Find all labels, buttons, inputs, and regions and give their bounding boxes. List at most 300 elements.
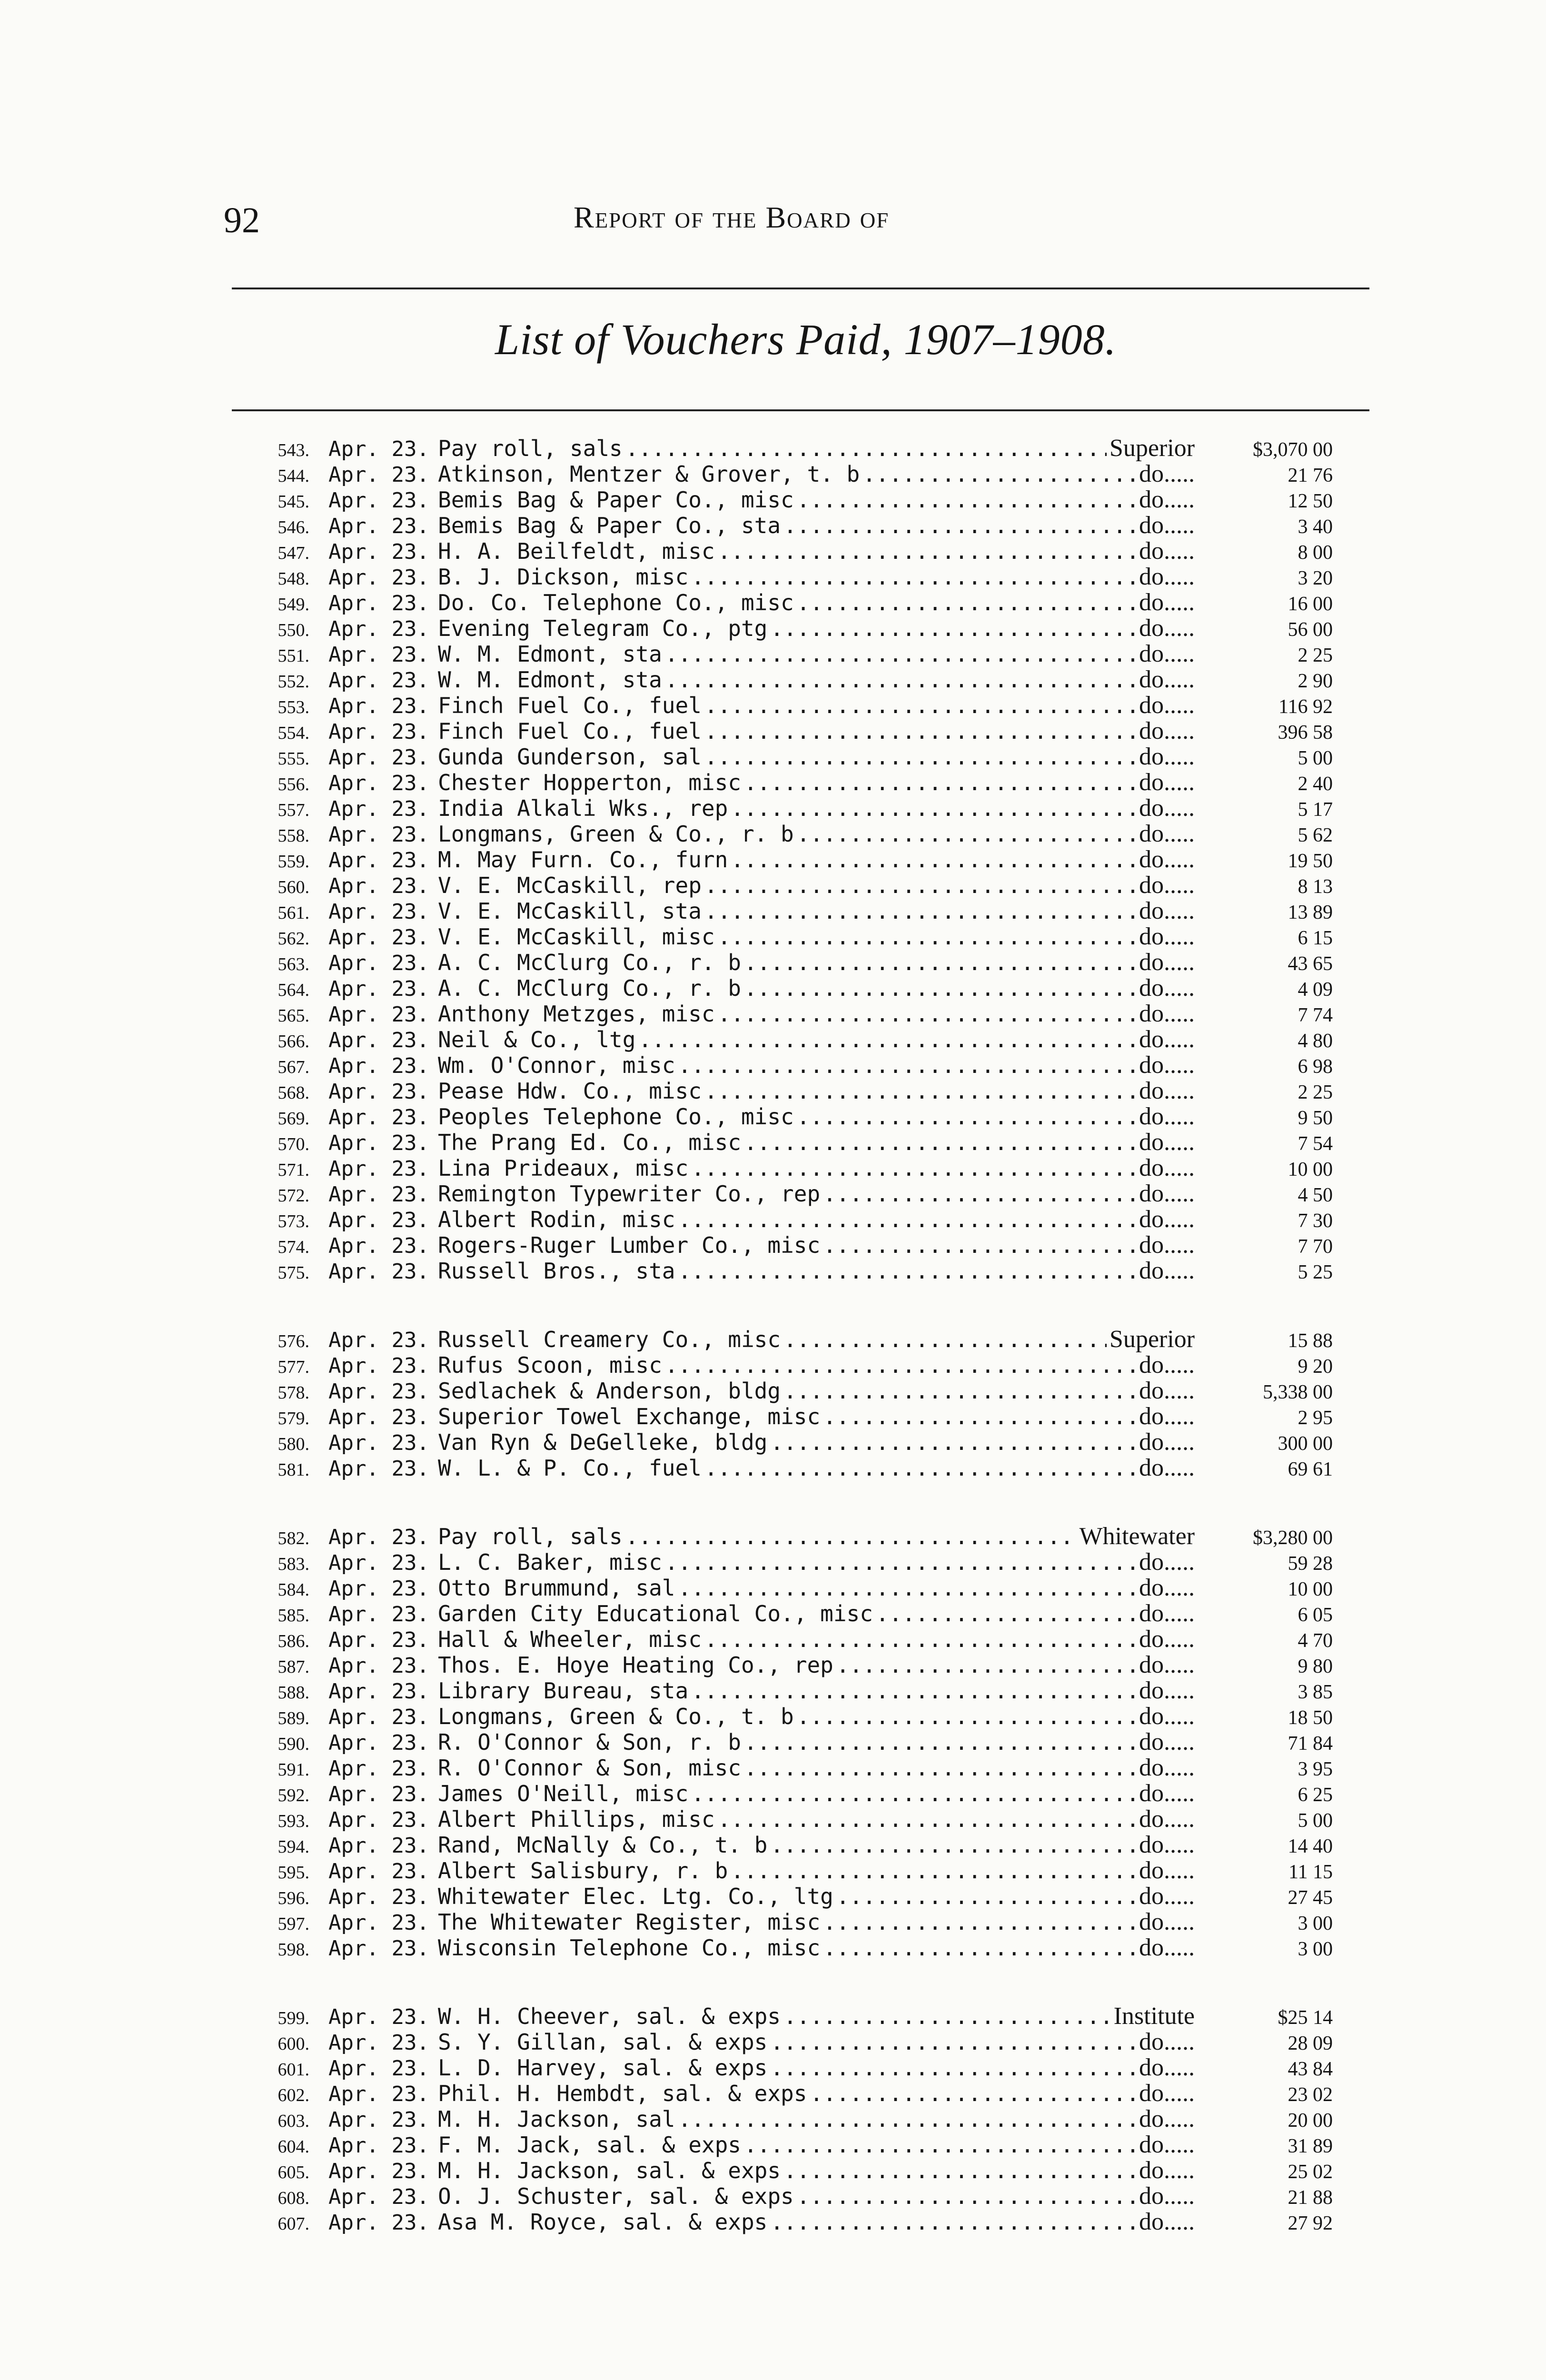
voucher-fund: do..... <box>1139 1052 1195 1078</box>
voucher-payee: Russell Creamery Co., misc <box>438 1327 781 1352</box>
voucher-payee: W. H. Cheever, sal. & exps <box>438 2003 781 2029</box>
leader-dots <box>744 1130 1136 1155</box>
voucher-date: Apr. 23. <box>328 1525 429 1549</box>
voucher-row <box>238 693 1404 718</box>
voucher-row <box>238 1909 1404 1935</box>
voucher-amount: 59 28 <box>1288 1553 1333 1575</box>
voucher-payee: W. M. Edmont, sta <box>438 667 662 693</box>
voucher-payee-cell <box>438 513 1195 538</box>
voucher-fund: do..... <box>1139 487 1195 513</box>
leader-dots <box>744 975 1136 1001</box>
list-title: List of Vouchers Paid, 1907–1908. <box>495 315 1117 364</box>
voucher-amount: 5 00 <box>1298 1810 1333 1832</box>
voucher-fund: Superior <box>1109 1327 1195 1352</box>
leader-dots <box>823 1232 1136 1258</box>
voucher-row <box>238 950 1404 975</box>
voucher-payee: Wm. O'Connor, misc <box>438 1052 675 1078</box>
voucher-date: Apr. 23. <box>328 1182 429 1207</box>
voucher-payee-cell <box>438 1327 1195 1352</box>
voucher-number: 555. <box>277 749 309 769</box>
voucher-row <box>238 821 1404 847</box>
voucher-payee-cell <box>438 1704 1195 1729</box>
voucher-payee-cell <box>438 615 1195 641</box>
voucher-number: 566. <box>277 1031 309 1051</box>
voucher-row <box>238 847 1404 873</box>
voucher-amount: 7 54 <box>1298 1133 1333 1155</box>
voucher-fund: do..... <box>1139 2081 1195 2106</box>
voucher-number: 575. <box>277 1263 309 1283</box>
voucher-payee-cell <box>438 718 1195 744</box>
voucher-number: 602. <box>277 2085 309 2105</box>
voucher-payee: V. E. McCaskill, misc <box>438 924 715 950</box>
voucher-row <box>238 487 1404 513</box>
voucher-payee-cell <box>438 1130 1195 1155</box>
leader-dots <box>770 1429 1136 1455</box>
voucher-row <box>238 2003 1404 2029</box>
voucher-row <box>238 2081 1404 2106</box>
voucher-fund: do..... <box>1139 1404 1195 1429</box>
voucher-payee: Longmans, Green & Co., t. b <box>438 1704 794 1729</box>
voucher-row <box>238 1575 1404 1601</box>
leader-dots <box>678 1258 1137 1284</box>
leader-dots <box>638 1027 1136 1052</box>
voucher-payee-cell <box>438 1524 1195 1549</box>
voucher-amount: 300 00 <box>1278 1433 1333 1455</box>
voucher-number: 563. <box>277 954 309 974</box>
voucher-row <box>238 1155 1404 1181</box>
voucher-date: Apr. 23. <box>328 1354 429 1378</box>
voucher-amount: 56 00 <box>1288 619 1333 641</box>
voucher-row <box>238 2106 1404 2132</box>
voucher-date: Apr. 23. <box>328 1885 429 1909</box>
voucher-payee-cell <box>438 487 1195 513</box>
voucher-section <box>238 2003 1404 2235</box>
leader-dots <box>797 487 1136 513</box>
voucher-fund: do..... <box>1139 2209 1195 2235</box>
voucher-row <box>238 2209 1404 2235</box>
voucher-fund: do..... <box>1139 1781 1195 1806</box>
voucher-amount: 4 80 <box>1298 1030 1333 1052</box>
voucher-date: Apr. 23. <box>328 1080 429 1104</box>
leader-dots <box>665 667 1136 693</box>
voucher-number: 599. <box>277 2008 309 2028</box>
voucher-date: Apr. 23. <box>328 514 429 538</box>
voucher-fund: do..... <box>1139 564 1195 590</box>
voucher-payee: Anthony Metzges, misc <box>438 1001 715 1027</box>
voucher-date: Apr. 23. <box>328 900 429 924</box>
leader-dots <box>665 641 1136 667</box>
voucher-payee: Superior Towel Exchange, misc <box>438 1404 821 1429</box>
voucher-number: 569. <box>277 1109 309 1129</box>
voucher-payee-cell <box>438 538 1195 564</box>
voucher-date: Apr. 23. <box>328 1602 429 1626</box>
voucher-number: 557. <box>277 800 309 820</box>
voucher-payee-cell <box>438 590 1195 615</box>
voucher-number: 588. <box>277 1683 309 1703</box>
voucher-fund: do..... <box>1139 1258 1195 1284</box>
voucher-row <box>238 2183 1404 2209</box>
leader-dots <box>744 1755 1136 1781</box>
voucher-payee-cell <box>438 1601 1195 1626</box>
voucher-row <box>238 770 1404 795</box>
voucher-fund: do..... <box>1139 950 1195 975</box>
voucher-fund: do..... <box>1139 1729 1195 1755</box>
voucher-number: 595. <box>277 1863 309 1883</box>
voucher-amount: 15 88 <box>1288 1330 1333 1352</box>
voucher-payee-cell <box>438 821 1195 847</box>
voucher-date: Apr. 23. <box>328 694 429 718</box>
voucher-payee: Library Bureau, sta <box>438 1678 689 1704</box>
voucher-payee: M. May Furn. Co., furn <box>438 847 728 873</box>
voucher-amount: 5 00 <box>1298 747 1333 769</box>
voucher-date: Apr. 23. <box>328 771 429 795</box>
voucher-date: Apr. 23. <box>328 2159 429 2183</box>
voucher-row <box>238 1524 1404 1549</box>
voucher-number: 548. <box>277 569 309 589</box>
voucher-amount: 43 65 <box>1288 953 1333 975</box>
voucher-fund: do..... <box>1139 1704 1195 1729</box>
voucher-row <box>238 795 1404 821</box>
leader-dots <box>718 1001 1136 1027</box>
voucher-number: 546. <box>277 517 309 537</box>
voucher-row <box>238 2132 1404 2158</box>
voucher-amount: 71 84 <box>1288 1733 1333 1755</box>
voucher-fund: do..... <box>1139 718 1195 744</box>
voucher-number: 550. <box>277 620 309 640</box>
voucher-payee: Hall & Wheeler, misc <box>438 1626 702 1652</box>
voucher-fund: do..... <box>1139 1832 1195 1858</box>
voucher-amount: 3 00 <box>1298 1938 1333 1960</box>
voucher-amount: 9 20 <box>1298 1356 1333 1378</box>
voucher-number: 597. <box>277 1914 309 1934</box>
voucher-payee: V. E. McCaskill, rep <box>438 873 702 898</box>
voucher-amount: 6 25 <box>1298 1784 1333 1806</box>
voucher-row <box>238 1327 1404 1352</box>
voucher-amount: 5 17 <box>1298 799 1333 821</box>
voucher-number: 592. <box>277 1785 309 1805</box>
voucher-fund: do..... <box>1139 744 1195 770</box>
voucher-date: Apr. 23. <box>328 823 429 847</box>
voucher-fund: do..... <box>1139 1078 1195 1104</box>
voucher-payee: The Prang Ed. Co., misc <box>438 1130 741 1155</box>
voucher-date: Apr. 23. <box>328 1654 429 1678</box>
leader-dots <box>876 1601 1136 1626</box>
voucher-number: 604. <box>277 2137 309 2157</box>
voucher-amount: 7 74 <box>1298 1004 1333 1026</box>
voucher-date: Apr. 23. <box>328 488 429 513</box>
voucher-number: 582. <box>277 1528 309 1548</box>
voucher-fund: do..... <box>1139 1001 1195 1027</box>
voucher-amount: 27 92 <box>1288 2212 1333 2234</box>
voucher-number: 587. <box>277 1657 309 1677</box>
leader-dots <box>678 1575 1137 1601</box>
leader-dots <box>744 1729 1136 1755</box>
leader-dots <box>731 1858 1136 1884</box>
voucher-amount: 6 05 <box>1298 1604 1333 1626</box>
voucher-payee: Finch Fuel Co., fuel <box>438 718 702 744</box>
voucher-number: 561. <box>277 903 309 923</box>
voucher-date: Apr. 23. <box>328 1705 429 1729</box>
voucher-fund: do..... <box>1139 2106 1195 2132</box>
voucher-payee: V. E. McCaskill, sta <box>438 898 702 924</box>
voucher-number: 573. <box>277 1211 309 1231</box>
voucher-amount: $3,070 00 <box>1253 439 1333 461</box>
voucher-payee-cell <box>438 564 1195 590</box>
voucher-date: Apr. 23. <box>328 1731 429 1755</box>
voucher-row <box>238 1704 1404 1729</box>
voucher-fund: do..... <box>1139 847 1195 873</box>
voucher-fund: do..... <box>1139 1626 1195 1652</box>
voucher-number: 585. <box>277 1606 309 1626</box>
voucher-number: 607. <box>277 2214 309 2234</box>
leader-dots <box>770 2029 1136 2055</box>
leader-dots <box>823 1909 1136 1935</box>
voucher-number: 605. <box>277 2162 309 2182</box>
voucher-date: Apr. 23. <box>328 874 429 898</box>
voucher-amount: 2 90 <box>1298 670 1333 692</box>
voucher-payee-cell <box>438 641 1195 667</box>
voucher-number: 551. <box>277 646 309 666</box>
voucher-amount: 3 20 <box>1298 567 1333 589</box>
voucher-date: Apr. 23. <box>328 1002 429 1027</box>
voucher-payee: James O'Neill, misc <box>438 1781 689 1806</box>
voucher-fund: do..... <box>1139 1858 1195 1884</box>
voucher-payee: Russell Bros., sta <box>438 1258 675 1284</box>
voucher-amount: 6 15 <box>1298 927 1333 949</box>
voucher-date: Apr. 23. <box>328 540 429 564</box>
voucher-amount: 116 92 <box>1278 696 1333 718</box>
voucher-amount: 13 89 <box>1288 902 1333 923</box>
voucher-payee: Finch Fuel Co., fuel <box>438 693 702 718</box>
voucher-payee-cell <box>438 1575 1195 1601</box>
voucher-payee-cell <box>438 847 1195 873</box>
leader-dots <box>823 1181 1136 1207</box>
leader-dots <box>665 1352 1136 1378</box>
leader-dots <box>704 744 1136 770</box>
voucher-payee-cell <box>438 1207 1195 1232</box>
voucher-payee-cell <box>438 1652 1195 1678</box>
voucher-row <box>238 1455 1404 1481</box>
voucher-number: 579. <box>277 1408 309 1428</box>
voucher-payee: Phil. H. Hembdt, sal. & exps <box>438 2081 807 2106</box>
voucher-row <box>238 1729 1404 1755</box>
voucher-date: Apr. 23. <box>328 1131 429 1155</box>
voucher-payee: O. J. Schuster, sal. & exps <box>438 2183 794 2209</box>
voucher-payee: Albert Phillips, misc <box>438 1806 715 1832</box>
voucher-row <box>238 538 1404 564</box>
voucher-date: Apr. 23. <box>328 1208 429 1232</box>
voucher-fund: do..... <box>1139 1755 1195 1781</box>
top-rule <box>232 288 1369 289</box>
voucher-amount: 6 98 <box>1298 1056 1333 1078</box>
voucher-number: 556. <box>277 774 309 794</box>
voucher-payee: Bemis Bag & Paper Co., sta <box>438 513 781 538</box>
voucher-payee: India Alkali Wks., rep <box>438 795 728 821</box>
voucher-payee-cell <box>438 1549 1195 1575</box>
voucher-payee: The Whitewater Register, misc <box>438 1909 821 1935</box>
voucher-payee: Atkinson, Mentzer & Grover, t. b <box>438 461 860 487</box>
voucher-payee-cell <box>438 1378 1195 1404</box>
voucher-payee-cell <box>438 436 1195 461</box>
leader-dots <box>678 1207 1137 1232</box>
leader-dots <box>783 1327 1107 1352</box>
voucher-payee-cell <box>438 1626 1195 1652</box>
voucher-date: Apr. 23. <box>328 1028 429 1052</box>
voucher-payee-cell <box>438 2183 1195 2209</box>
voucher-date: Apr. 23. <box>328 745 429 770</box>
running-head: Report of the Board of <box>574 200 890 234</box>
voucher-date: Apr. 23. <box>328 951 429 975</box>
voucher-date: Apr. 23. <box>328 463 429 487</box>
voucher-fund: do..... <box>1139 924 1195 950</box>
voucher-date: Apr. 23. <box>328 617 429 641</box>
voucher-amount: 14 40 <box>1288 1835 1333 1857</box>
leader-dots <box>783 2158 1136 2183</box>
voucher-payee: M. H. Jackson, sal <box>438 2106 675 2132</box>
voucher-number: 570. <box>277 1134 309 1154</box>
leader-dots <box>625 436 1107 461</box>
voucher-payee: Wisconsin Telephone Co., misc <box>438 1935 821 1961</box>
voucher-payee-cell <box>438 693 1195 718</box>
voucher-payee: Rand, McNally & Co., t. b <box>438 1832 768 1858</box>
voucher-amount: 9 50 <box>1298 1107 1333 1129</box>
leader-dots <box>704 898 1136 924</box>
voucher-amount: 21 88 <box>1288 2187 1333 2209</box>
leader-dots <box>797 2183 1136 2209</box>
voucher-payee: Gunda Gunderson, sal <box>438 744 702 770</box>
voucher-amount: $25 14 <box>1278 2007 1333 2029</box>
voucher-payee: Pay roll, sals <box>438 1524 623 1549</box>
bottom-rule <box>232 409 1369 411</box>
voucher-payee: Bemis Bag & Paper Co., misc <box>438 487 794 513</box>
voucher-amount: 19 50 <box>1288 850 1333 872</box>
voucher-fund: do..... <box>1139 1549 1195 1575</box>
voucher-number: 562. <box>277 929 309 949</box>
voucher-payee: Do. Co. Telephone Co., misc <box>438 590 794 615</box>
leader-dots <box>836 1652 1136 1678</box>
voucher-number: 608. <box>277 2188 309 2208</box>
voucher-number: 553. <box>277 697 309 717</box>
voucher-number: 590. <box>277 1734 309 1754</box>
voucher-row <box>238 667 1404 693</box>
voucher-row <box>238 1207 1404 1232</box>
voucher-payee-cell <box>438 1755 1195 1781</box>
voucher-fund: do..... <box>1139 1909 1195 1935</box>
voucher-date: Apr. 23. <box>328 1577 429 1601</box>
voucher-payee-cell <box>438 2106 1195 2132</box>
voucher-fund: do..... <box>1139 693 1195 718</box>
voucher-amount: 69 61 <box>1288 1458 1333 1480</box>
voucher-fund: do..... <box>1139 1130 1195 1155</box>
voucher-payee-cell <box>438 975 1195 1001</box>
voucher-fund: do..... <box>1139 1601 1195 1626</box>
leader-dots <box>744 2132 1136 2158</box>
voucher-row <box>238 1626 1404 1652</box>
voucher-number: 571. <box>277 1160 309 1180</box>
leader-dots <box>836 1884 1136 1909</box>
voucher-date: Apr. 23. <box>328 1834 429 1858</box>
voucher-date: Apr. 23. <box>328 1911 429 1935</box>
voucher-date: Apr. 23. <box>328 1379 429 1404</box>
voucher-amount: 11 15 <box>1288 1861 1333 1883</box>
voucher-fund: do..... <box>1139 1181 1195 1207</box>
voucher-row <box>238 1130 1404 1155</box>
voucher-payee-cell <box>438 2055 1195 2081</box>
leader-dots <box>770 615 1136 641</box>
voucher-row <box>238 975 1404 1001</box>
voucher-payee: W. M. Edmont, sta <box>438 641 662 667</box>
voucher-payee: W. L. & P. Co., fuel <box>438 1455 702 1481</box>
leader-dots <box>691 1781 1136 1806</box>
voucher-amount: 2 25 <box>1298 645 1333 666</box>
voucher-date: Apr. 23. <box>328 2185 429 2209</box>
voucher-payee: M. H. Jackson, sal. & exps <box>438 2158 781 2183</box>
voucher-amount: 4 50 <box>1298 1184 1333 1206</box>
leader-dots <box>862 461 1136 487</box>
voucher-number: 583. <box>277 1554 309 1574</box>
voucher-fund: do..... <box>1139 1455 1195 1481</box>
voucher-payee-cell <box>438 1001 1195 1027</box>
voucher-date: Apr. 23. <box>328 643 429 667</box>
voucher-payee-cell <box>438 2158 1195 2183</box>
voucher-payee: Albert Rodin, misc <box>438 1207 675 1232</box>
voucher-number: 552. <box>277 672 309 692</box>
voucher-number: 576. <box>277 1331 309 1351</box>
leader-dots <box>691 1155 1136 1181</box>
voucher-date: Apr. 23. <box>328 2082 429 2106</box>
voucher-payee-cell <box>438 1909 1195 1935</box>
voucher-payee-cell <box>438 1027 1195 1052</box>
voucher-date: Apr. 23. <box>328 1782 429 1806</box>
voucher-date: Apr. 23. <box>328 2005 429 2029</box>
voucher-number: 596. <box>277 1888 309 1908</box>
voucher-amount: 4 09 <box>1298 979 1333 1001</box>
voucher-fund: do..... <box>1139 1155 1195 1181</box>
leader-dots <box>770 2209 1136 2235</box>
voucher-row <box>238 2158 1404 2183</box>
voucher-fund: do..... <box>1139 2029 1195 2055</box>
voucher-payee-cell <box>438 2132 1195 2158</box>
voucher-payee-cell <box>438 1884 1195 1909</box>
leader-dots <box>797 821 1136 847</box>
voucher-fund: Whitewater <box>1079 1524 1195 1549</box>
voucher-number: 545. <box>277 492 309 512</box>
voucher-amount: 28 09 <box>1288 2033 1333 2054</box>
voucher-fund: do..... <box>1139 1575 1195 1601</box>
voucher-fund: do..... <box>1139 513 1195 538</box>
voucher-number: 601. <box>277 2060 309 2080</box>
voucher-payee-cell <box>438 898 1195 924</box>
voucher-fund: do..... <box>1139 1678 1195 1704</box>
voucher-fund: Institute <box>1113 2003 1195 2029</box>
voucher-amount: 9 80 <box>1298 1656 1333 1677</box>
voucher-number: 589. <box>277 1708 309 1728</box>
leader-dots <box>797 590 1136 615</box>
voucher-row <box>238 1181 1404 1207</box>
voucher-amount: 396 58 <box>1278 722 1333 744</box>
voucher-payee: B. J. Dickson, misc <box>438 564 689 590</box>
voucher-date: Apr. 23. <box>328 1756 429 1781</box>
leader-dots <box>731 847 1136 873</box>
leader-dots <box>704 1455 1136 1481</box>
voucher-amount: 20 00 <box>1288 2110 1333 2132</box>
voucher-date: Apr. 23. <box>328 668 429 693</box>
voucher-payee-cell <box>438 2209 1195 2235</box>
voucher-date: Apr. 23. <box>328 1808 429 1832</box>
voucher-fund: do..... <box>1139 1027 1195 1052</box>
leader-dots <box>678 1052 1137 1078</box>
voucher-fund: do..... <box>1139 2132 1195 2158</box>
